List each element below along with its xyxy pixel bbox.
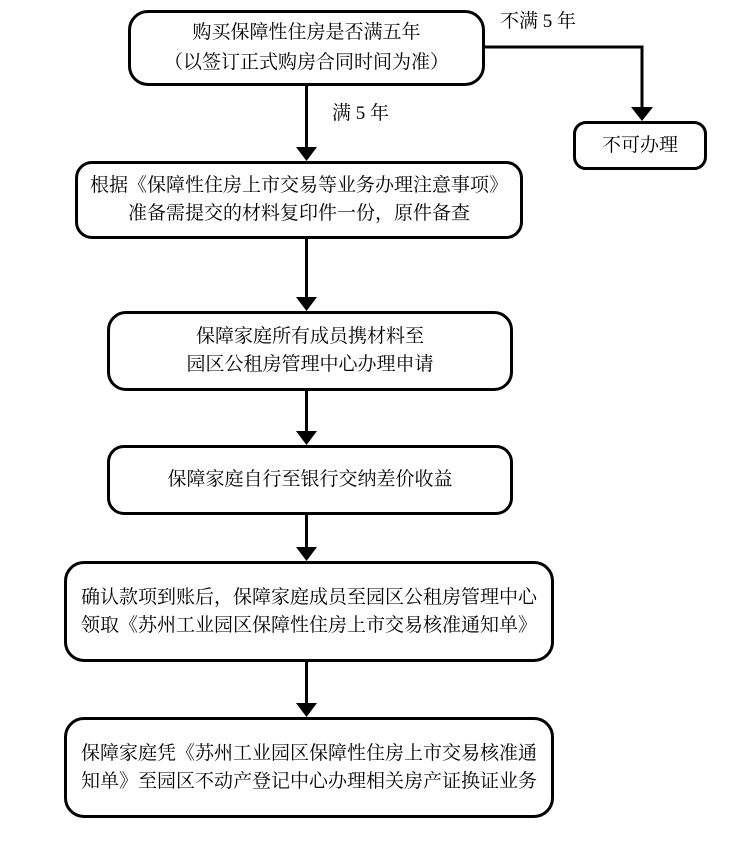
flow-node-text-line: 园区公租房管理中心办理申请 <box>186 354 434 375</box>
edge-label-full-five-years: 满 5 年 <box>332 103 390 124</box>
flow-node-text-line: 根据《保障性住房上市交易等业务办理注意事项》 <box>89 175 508 196</box>
flow-node-property-certificate-exchange <box>64 717 554 818</box>
flow-node-text-line: 保障家庭凭《苏州工业园区保障性住房上市交易核准通 <box>80 742 537 764</box>
arrow-down-icon <box>296 147 317 161</box>
arrow-down-icon <box>296 547 317 561</box>
flow-node-text-line: 确认款项到账后，保障家庭成员至园区公租房管理中心 <box>80 586 537 608</box>
flow-node-apply-at-center <box>107 311 513 391</box>
flow-node-decision-five-years <box>128 10 485 86</box>
edge-label-not-full-five-years: 不满 5 年 <box>500 11 577 32</box>
flow-node-text-line: 知单》至园区不动产登记中心办理相关房产证换证业务 <box>80 770 537 792</box>
flow-node-text-line: 领取《苏州工业园区保障性住房上市交易核准通知单》 <box>80 614 537 636</box>
flow-node-text-line: 保障家庭自行至银行交纳差价收益 <box>167 469 453 490</box>
flow-node-collect-approval-notice <box>64 561 554 662</box>
arrow-down-icon <box>296 297 317 311</box>
flow-node-cannot-process <box>573 121 707 170</box>
flow-node-text-line: 准备需提交的材料复印件一份，原件备查 <box>127 203 470 224</box>
arrow-down-icon <box>296 703 317 717</box>
flow-node-prepare-materials <box>75 161 523 239</box>
flow-node-text-line: （以签订正式购房合同时间为准） <box>163 52 449 73</box>
arrow-down-icon <box>296 431 317 445</box>
arrow-down-icon <box>631 107 653 121</box>
flow-node-pay-price-difference <box>107 445 513 515</box>
flow-node-text-line: 保障家庭所有成员携材料至 <box>195 326 424 347</box>
flow-node-text-line: 购买保障性住房是否满五年 <box>192 22 421 43</box>
flow-node-text-line: 不可办理 <box>601 134 678 156</box>
